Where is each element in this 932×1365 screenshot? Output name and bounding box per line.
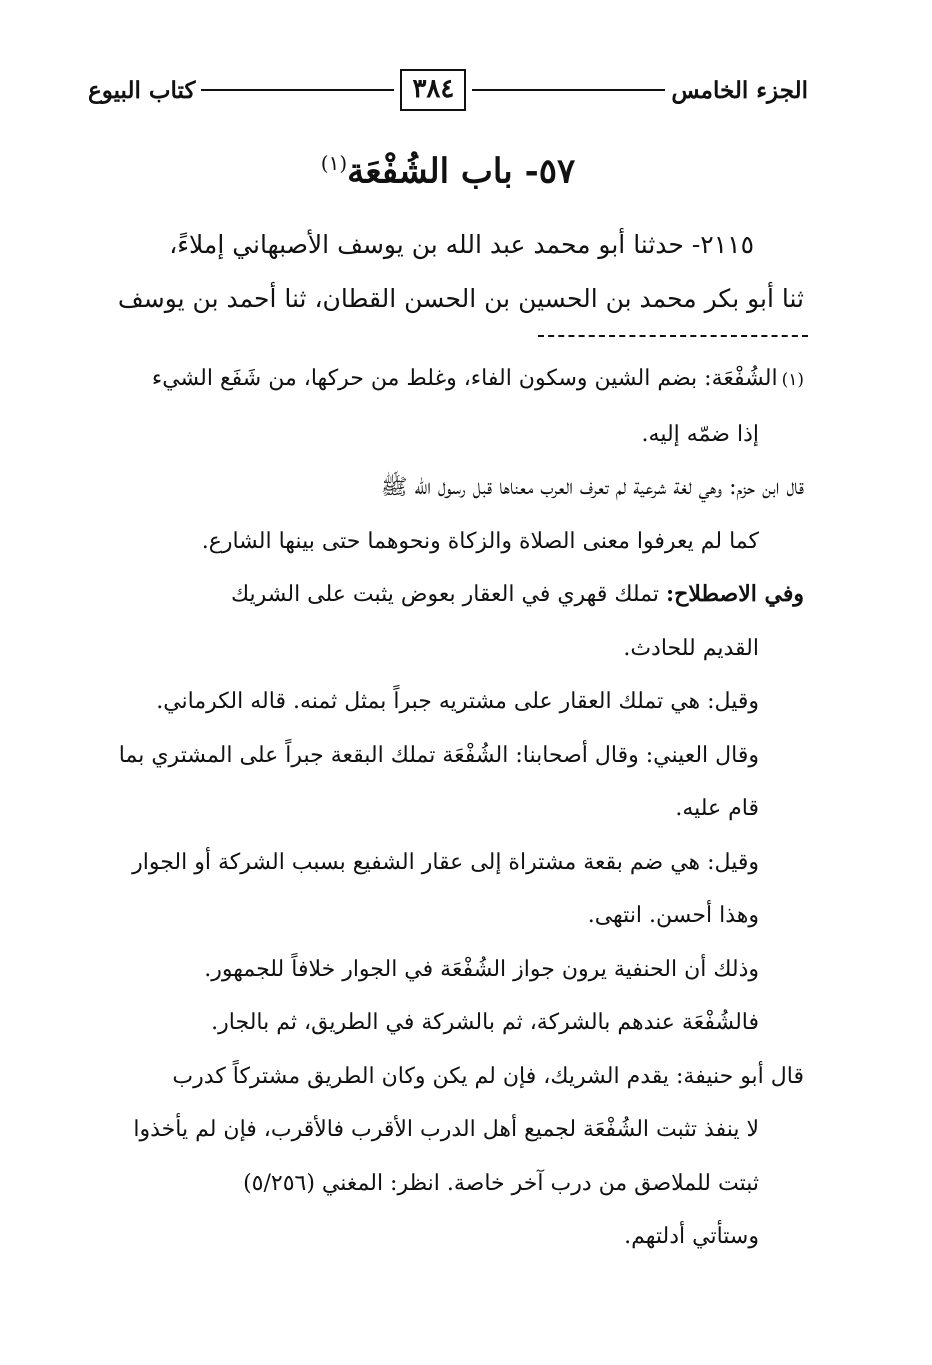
footnote-line: قام عليه.	[675, 796, 759, 821]
footnote-line: قال ابن حزم: وهي لغة شرعية لم تعرف العرب معناها قبل رسول الله ﷺ	[380, 475, 804, 500]
main-line-1: ٢١١٥- حدثنا أبو محمد عبد الله بن يوسف الأصبهاني إملاءً،	[169, 230, 754, 259]
header-rule-left	[201, 89, 394, 91]
main-line-2: ثنا أبو بكر محمد بن الحسين بن الحسن القطان، ثنا أحمد بن يوسف	[117, 284, 804, 313]
page-number: ٣٨٤	[400, 69, 466, 111]
footnote-line: القديم للحادث.	[623, 635, 759, 661]
footnote-marker: (١)	[781, 370, 804, 390]
footnote-line: قال أبو حنيفة: يقدم الشريك، فإن لم يكن وكان الطريق مشتركاً كدرب	[172, 1063, 804, 1089]
footnote-line: فالشُفْعَة عندهم بالشركة، ثم بالشركة في الطريق، ثم بالجار.	[211, 1010, 759, 1035]
footnotes	[90, 352, 804, 1264]
footnote-line	[90, 352, 804, 408]
footnote-line: وستأتي أدلتهم.	[624, 1224, 759, 1249]
volume-label: الجزء الخامس	[671, 76, 808, 104]
footnote-line: ثبتت للملاصق من درب آخر خاصة. انظر: المغني (٥/٢٥٦)	[243, 1170, 759, 1196]
footnote-line: وقيل: هي ضم بقعة مشتراة إلى عقار الشفيع بسبب الشركة أو الجوار	[132, 849, 759, 875]
footnote-line: وذلك أن الحنفية يرون جواز الشُفْعَة في الجوار خلافاً للجمهور.	[204, 956, 759, 982]
book-label: كتاب البيوع	[87, 76, 196, 104]
footnote-line: وهذا أحسن. انتهى.	[587, 903, 759, 928]
footnote-line	[90, 568, 804, 622]
footnote-line: وقال العيني: وقال أصحابنا: الشُفْعَة تملك البقعة جبراً على المشتري بما	[118, 742, 759, 768]
chapter-title-text: ٥٧- باب الشُفْعَة	[347, 151, 576, 192]
header-rule-right	[472, 89, 665, 91]
chapter-title	[88, 138, 808, 196]
footnote-line: وقيل: هي تملك العقار على مشتريه جبراً بمثل ثمنه. قاله الكرماني.	[156, 689, 759, 714]
footnote-line: إذا ضمّه إليه.	[641, 421, 759, 447]
footnote-separator	[538, 335, 808, 337]
running-header	[88, 68, 808, 112]
main-text	[92, 218, 804, 326]
term-label: وفي الاصطلاح:	[666, 581, 804, 607]
footnote-text: الشُفْعَة: بضم الشين وسكون الفاء، وغلط من حركها، من شَفَع الشيء	[151, 366, 778, 391]
footnote-text: تملك قهري في العقار بعوض يثبت على الشريك	[230, 582, 660, 607]
footnote-line: لا ينفذ تثبت الشُفْعَة لجميع أهل الدرب الأقرب فالأقرب، فإن لم يأخذوا	[133, 1117, 759, 1142]
chapter-footnote-ref: (١)	[320, 151, 348, 175]
footnote-line: كما لم يعرفوا معنى الصلاة والزكاة ونحوهما حتى بينها الشارع.	[201, 528, 759, 554]
